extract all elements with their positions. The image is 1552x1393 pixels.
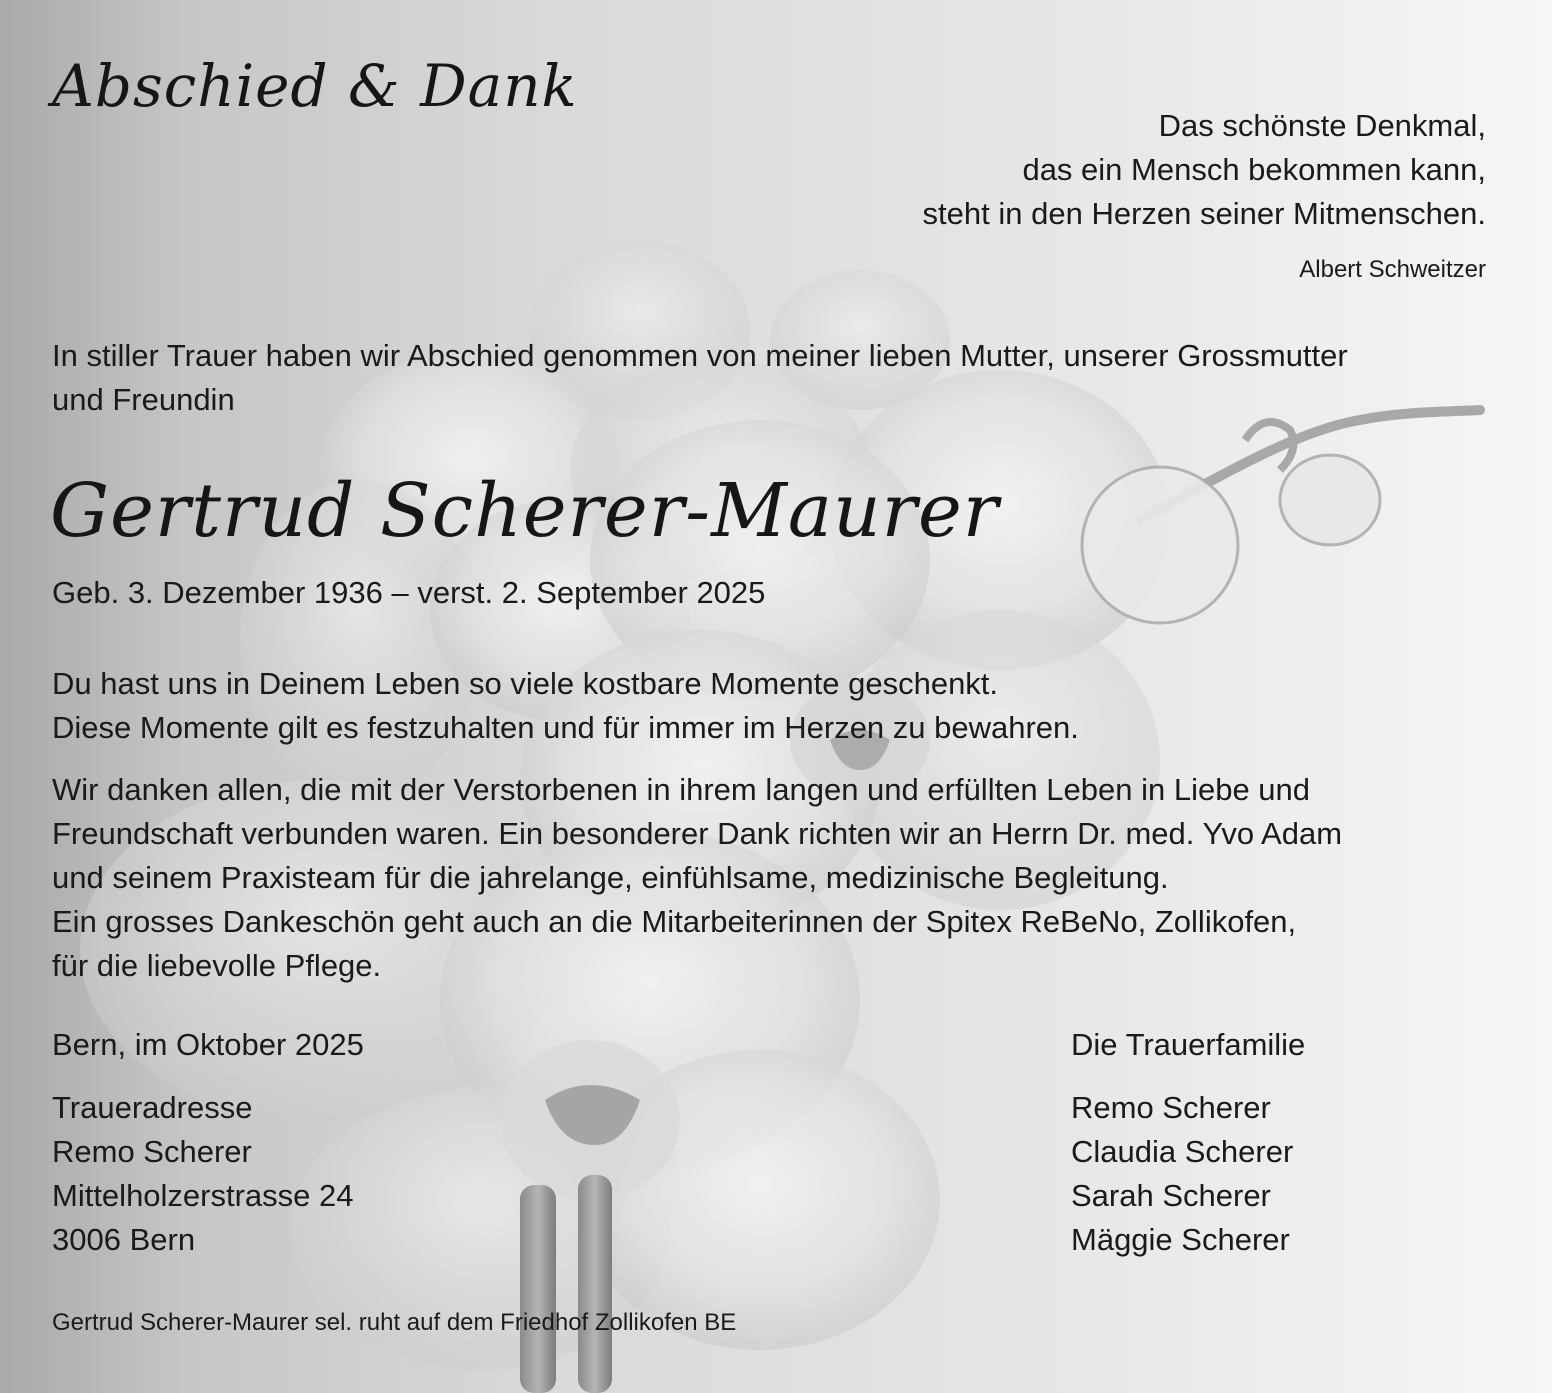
message-line: Du hast uns in Deinem Leben so viele kostbare Momente geschenkt. xyxy=(52,666,999,701)
place-date: Bern, im Oktober 2025 xyxy=(52,1027,364,1062)
family-members xyxy=(1071,1086,1293,1262)
deceased-name: Gertrud Scherer-Maurer xyxy=(50,468,1000,554)
life-dates: Geb. 3. Dezember 1936 – verst. 2. September 2025 xyxy=(52,575,766,610)
family-member: Mäggie Scherer xyxy=(1071,1222,1290,1257)
thanks-line: Freundschaft verbunden waren. Ein besonderer Dank richten wir an Herrn Dr. med. Yvo Adam xyxy=(52,816,1343,851)
address-line: Remo Scherer xyxy=(52,1134,252,1169)
intro-line: und Freundin xyxy=(52,382,235,417)
quote-author: Albert Schweitzer xyxy=(1299,256,1486,283)
family-member: Sarah Scherer xyxy=(1071,1178,1271,1213)
quote-block xyxy=(923,104,1486,292)
quote-line: Das schönste Denkmal, xyxy=(1158,108,1486,143)
thanks-line: Wir danken allen, die mit der Verstorbenen in ihrem langen und erfüllten Leben in Liebe und xyxy=(52,772,1311,807)
memorial-message xyxy=(52,662,1079,750)
family-member: Claudia Scherer xyxy=(1071,1134,1294,1169)
quote-line: steht in den Herzen seiner Mitmenschen. xyxy=(922,196,1486,231)
address-line: Traueradresse xyxy=(52,1090,253,1125)
address-line: 3006 Bern xyxy=(52,1222,196,1257)
intro-text xyxy=(52,334,1522,422)
thanks-line: und seinem Praxisteam für die jahrelange, einfühlsame, medizinische Begleitung. xyxy=(52,860,1169,895)
mourning-address xyxy=(52,1086,354,1262)
thanks-line: Ein grosses Dankeschön geht auch an die Mitarbeiterinnen der Spitex ReBeNo, Zollikofen, xyxy=(52,904,1297,939)
address-line: Mittelholzerstrasse 24 xyxy=(52,1178,354,1213)
family-member: Remo Scherer xyxy=(1071,1090,1271,1125)
family-title: Die Trauerfamilie xyxy=(1071,1027,1306,1062)
thanks-line: für die liebevolle Pflege. xyxy=(52,948,382,983)
thanks-paragraph xyxy=(52,768,1342,988)
burial-note: Gertrud Scherer-Maurer sel. ruht auf dem Friedhof Zollikofen BE xyxy=(52,1309,737,1336)
headline: Abschied & Dank xyxy=(52,52,578,120)
intro-line: In stiller Trauer haben wir Abschied genommen von meiner lieben Mutter, unserer Grossmutter xyxy=(52,338,1348,373)
quote-line: das ein Mensch bekommen kann, xyxy=(1022,152,1486,187)
message-line: Diese Momente gilt es festzuhalten und für immer im Herzen zu bewahren. xyxy=(52,710,1079,745)
